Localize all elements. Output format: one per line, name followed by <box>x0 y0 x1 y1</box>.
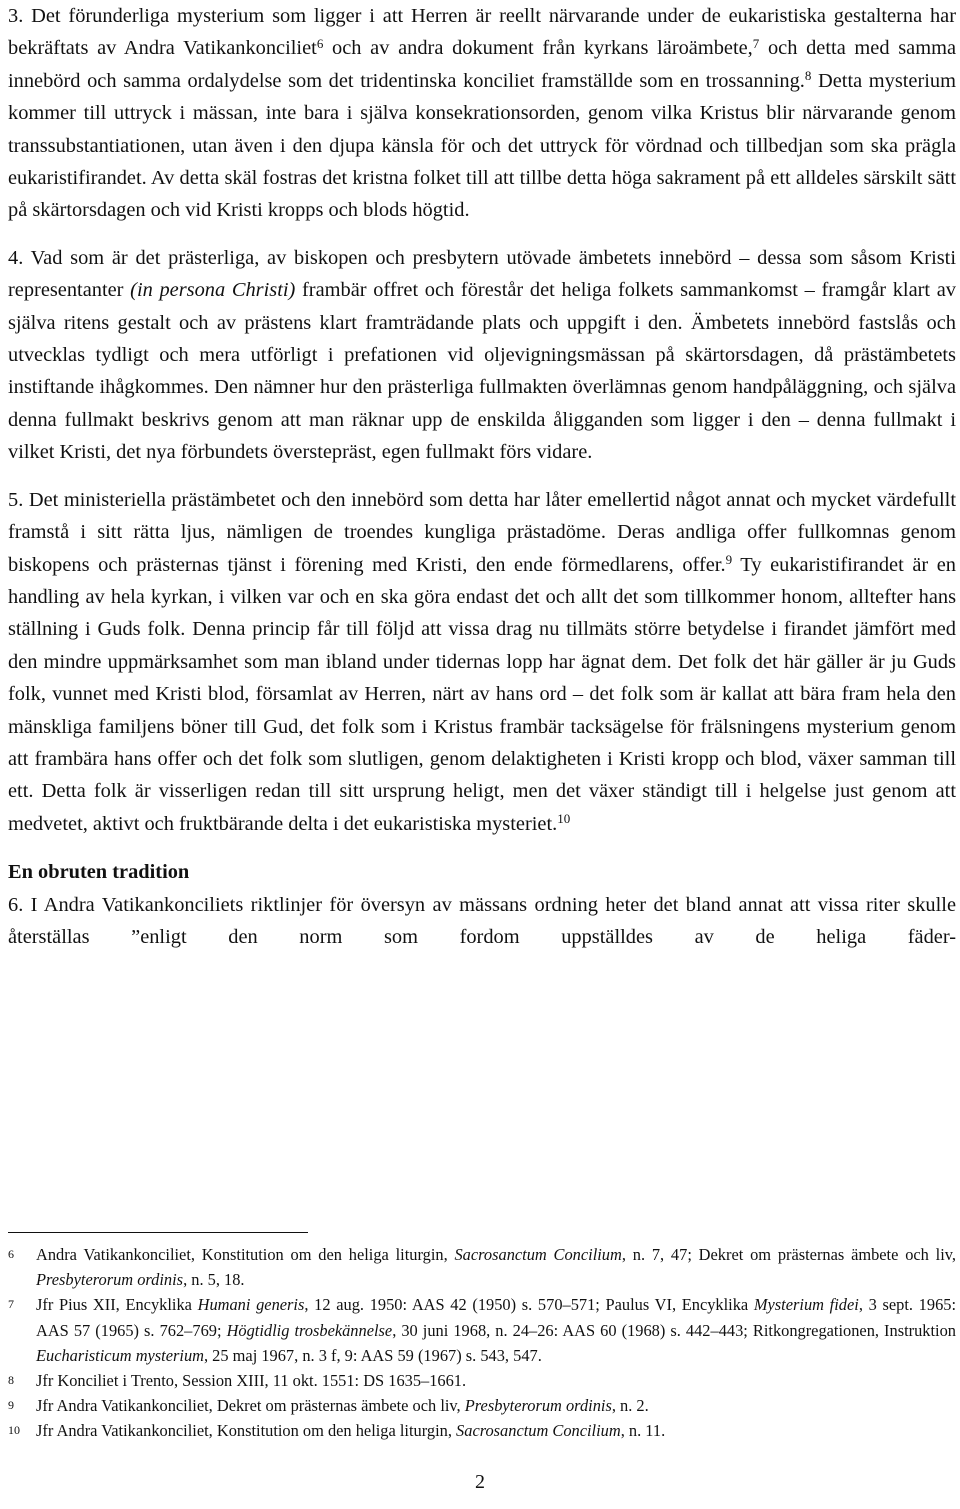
footnote-italic: Humani generis <box>197 1295 305 1315</box>
footnote-text-part: , n. 2. <box>611 1396 649 1416</box>
paragraph-4 <box>8 242 956 469</box>
footnote-number: 6 <box>8 1247 14 1261</box>
footnote-text-part: , n. 7, 47; Dekret om prästernas ämbete och liv, <box>621 1245 956 1264</box>
footnote-number: 8 <box>8 1373 14 1388</box>
footnote-italic: Eucharisticum mysterium <box>36 1345 204 1365</box>
footnote-italic: Presbyterorum ordinis <box>464 1396 612 1416</box>
footnote-number: 10 <box>8 1423 20 1438</box>
footnote-text: Jfr Konciliet i Trento, Session XIII, 11 okt. 1551: DS 1635–1661. <box>36 1371 467 1391</box>
footnote-text-part: , 3 sept. 1965: AAS 57 (1965) s. 762–769; <box>36 1295 957 1340</box>
footnote-text-part: Andra Vatikankonciliet, Konstitution om den heliga liturgin, <box>36 1245 455 1264</box>
footnote-text-part: , n. 11. <box>620 1421 666 1441</box>
footnote-text-part: Jfr Pius XII, Encyklika <box>36 1295 198 1315</box>
p5-text-a: 5. Det ministeriella prästämbetet och den innebörd som detta har låter emellertid något annat och mycket värdefullt framstå i sitt rätta ljus, nämligen de troendes kungliga prästadöme. Deras andliga offer fullkomnas genom biskopens och prästernas tjänst i förening med Kristi, den ende förmedlarens, offer. <box>8 488 956 576</box>
footnote-text-part: , 30 juni 1968, n. 24–26: AAS 60 (1968) s. 442–443; Ritkongregationen, Instruktion <box>392 1320 956 1340</box>
p3-text-b: och av andra dokument från kyrkans läroämbete, <box>323 37 753 60</box>
footnote-10 <box>8 1418 956 1443</box>
footnote-text <box>36 1418 956 1443</box>
p4-text-a: 4. Vad som är det prästerliga, av biskopen och presbytern utövade ämbetets innebörd – dessa som såsom Kristi representanter <box>8 246 956 302</box>
footnote-number: 9 <box>8 1398 14 1413</box>
footnote-italic: Presbyterorum ordinis <box>36 1270 184 1290</box>
p4-text-b: frambär offret och förestår det heliga folkets sammankomst – framgår klart av själva ritens gestalt och av prästens klart framträdande plats och uppgift i den. Ämbetets innebörd fastslås och utvecklas tydligt och mera utförligt i prefationen vid oljevigningsmässan på skärtorsdagen, då prästämbetets instiftande ihågkommes. Den nämner hur den prästerliga fullmakten överlämnas genom handpåläggning, och själva denna fullmakt beskrivs genom att man räknar upp de enskilda åligganden som ligger i den – denna fullmakt i vilket Kristi, det nya förbundets överstepräst, egen fullmakt förs vidare. <box>8 279 957 464</box>
footnote-divider <box>8 1232 308 1233</box>
footnote-ref-9[interactable]: 9 <box>725 551 733 567</box>
p5-text-b: Ty eukaristifirandet är en handling av hela kyrkan, i vilken var och en ska göra endast det och allt det som tillkommer honom, alltefter hans ställning i Guds folk. Denna princip får till följd att vissa drag nu tillmäts större betydelse i firandet jämfört med den mindre uppmärksamhet som man ibland under tidernas lopp har ägnat dem. Det folk det här gäller är ju Guds folk, vunnet med Kristi blod, församlat av Herren, närt av hans ord – det folk som är kallat att bära fram hela den mänskliga familjens böner till Gud, det folk som i Kristus frambär tacksägelse för frälsningens mysterium genom att frambära hans offer och det folk som slutligen, genom delaktigheten i Kristi kropp och blod, växer samman till ett. Detta folk är visserligen redan till sitt ursprung heligt, men det växer ständigt till i helgelse just genom att medvetet, aktivt och fruktbärande delta i det eukaristiska mysteriet. <box>8 553 957 835</box>
footnote-italic: Högtidlig trosbekännelse <box>226 1320 393 1340</box>
section-heading: En obruten tradition <box>8 861 190 884</box>
p3-text-c: och detta med samma innebörd och samma ordalydelse som det tridentinska konciliet framställde som en trossanning. <box>8 37 956 92</box>
p4-italic-phrase: (in persona Christi) <box>130 279 296 302</box>
footnote-ref-7[interactable]: 7 <box>752 35 760 51</box>
footnote-text <box>36 1242 956 1292</box>
paragraph-3 <box>8 0 956 227</box>
footnote-ref-6[interactable]: 6 <box>316 35 324 51</box>
page-number: 2 <box>475 1471 485 1493</box>
footnote-italic: Mysterium fidei <box>753 1295 859 1315</box>
footnote-text-part: , 25 maj 1967, n. 3 f, 9: AAS 59 (1967) s. 543, 547. <box>203 1345 542 1365</box>
footnotes <box>8 1242 956 1444</box>
footnote-italic: Sacrosanctum Concilium <box>456 1421 621 1441</box>
footnote-number: 7 <box>8 1297 14 1312</box>
footnote-text <box>36 1292 956 1368</box>
footnote-9 <box>8 1393 956 1418</box>
footnote-text-part: , 12 aug. 1950: AAS 42 (1950) s. 570–571; Paulus VI, Encyklika <box>304 1295 754 1315</box>
footnote-6 <box>8 1242 956 1292</box>
p3-text-a: 3. Det förunderliga mysterium som ligger i att Herren är reellt närvarande under de eukaristiska gestalterna har bekräftats av Andra Vatikankonciliet <box>8 5 956 60</box>
footnote-8 <box>8 1368 956 1393</box>
footnote-text-part: Jfr Andra Vatikankonciliet, Dekret om prästernas ämbete och liv, <box>36 1396 465 1416</box>
footnote-text <box>36 1393 956 1418</box>
document-body <box>8 0 956 953</box>
footnote-ref-10[interactable]: 10 <box>557 810 571 826</box>
paragraph-6: 6. I Andra Vatikankonciliets riktlinjer för översyn av mässans ordning heter det bland annat att vissa riter skulle återställas ”enligt den norm som fordom uppställdes av de heliga fäder- <box>8 893 956 948</box>
footnote-italic: Sacrosanctum Concilium <box>454 1245 622 1264</box>
footnote-text-part: , n. 5, 18. <box>183 1270 245 1290</box>
footnote-ref-8[interactable]: 8 <box>804 68 812 84</box>
footnote-text-part: Jfr Andra Vatikankonciliet, Konstitution om den heliga liturgin, <box>36 1421 457 1441</box>
footnote-7 <box>8 1292 956 1368</box>
p3-text-d: Detta mysterium kommer till uttryck i mässan, inte bara i själva konsekrationsorden, genom vilka Kristus blir närvarande genom transsubstantiationen, utan även i den djupa känsla för och det uttryck för vördnad och tillbedjan som ska prägla eukaristifirandet. Av detta skäl fostras det kristna folket till att tillbe detta höga sakrament på ett alldeles särskilt sätt på skärtorsdagen och vid Kristi kropps och blods högtid. <box>8 69 956 222</box>
paragraph-5 <box>8 484 956 840</box>
